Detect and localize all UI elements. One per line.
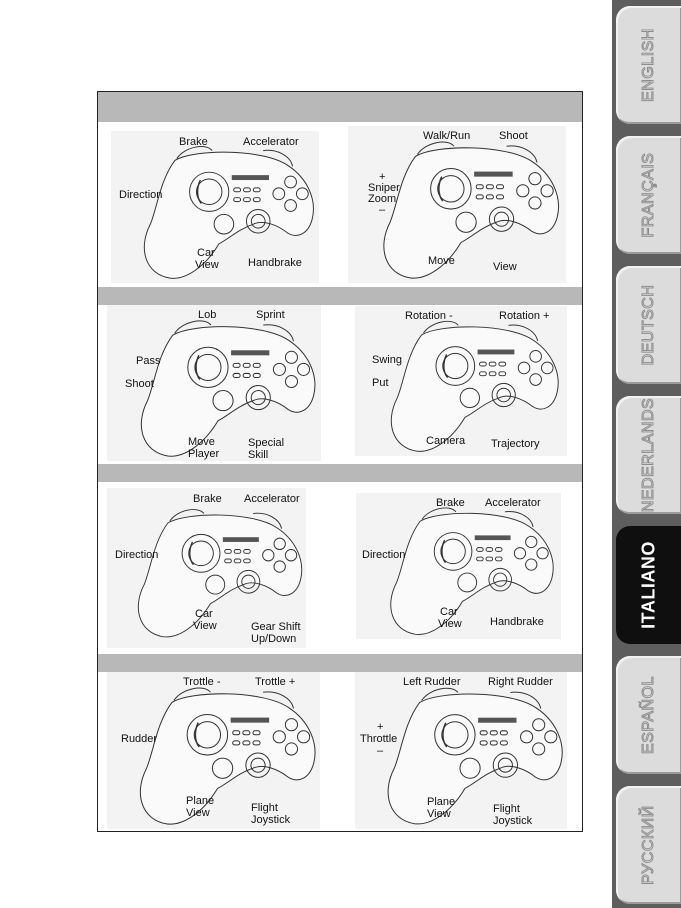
brand-strip (223, 537, 259, 542)
label-lob: Lob (198, 309, 217, 321)
tab-label: ITALIANO (638, 541, 658, 629)
controller-diagram-golf (355, 306, 567, 456)
label-accelerator: Accelerator (243, 136, 299, 148)
label-car: Car (197, 247, 215, 259)
label-view: View (438, 618, 462, 630)
label-special: Special (248, 437, 285, 449)
label-plus: + (377, 721, 384, 733)
label-left-rudder: Left Rudder (403, 676, 461, 688)
tab-italiano[interactable] (616, 526, 681, 644)
tab-deutsch[interactable] (616, 266, 681, 384)
brand-strip (231, 718, 269, 723)
label-accelerator: Accelerator (485, 497, 541, 509)
label-sniper: Sniper (368, 182, 400, 194)
tab-russkiy[interactable] (616, 786, 681, 904)
controller-diagram-driving (111, 131, 319, 283)
label-view: View (186, 807, 210, 819)
label-joystick: Joystick (493, 815, 533, 827)
label-throttle: Throttle (360, 733, 398, 745)
gamepad-drawing (138, 510, 301, 637)
gamepad-drawing (388, 688, 562, 824)
tab-espanol[interactable] (616, 656, 681, 774)
label-move: Move (188, 436, 215, 448)
label-joystick: Joystick (251, 814, 291, 826)
tab-label: ENGLISH (639, 28, 657, 102)
tab-francais[interactable] (616, 136, 681, 254)
label-plane: Plane (427, 796, 456, 808)
gamepad-drawing (141, 321, 315, 456)
label-car: Car (440, 606, 458, 618)
label-direction: Direction (362, 549, 406, 561)
label-view: View (427, 808, 451, 820)
label-view: View (193, 620, 217, 632)
tab-label: FRANÇAIS (639, 152, 657, 238)
label-trottle-minus: Trottle - (183, 676, 221, 688)
label-handbrake: Handbrake (248, 257, 302, 269)
label-flight: Flight (251, 802, 278, 814)
section-header-band (98, 92, 582, 122)
label-plus: + (379, 171, 386, 183)
label-car: Car (195, 608, 213, 620)
label-right-rudder: Right Rudder (488, 676, 553, 688)
label-direction: Direction (115, 549, 159, 561)
controller-diagram-racing-alt (356, 493, 561, 639)
label-camera: Camera (426, 435, 466, 447)
brand-strip (231, 350, 269, 355)
brand-strip (478, 350, 515, 355)
label-direction: Direction (119, 189, 163, 201)
tab-label: РУССКИЙ (639, 805, 657, 885)
label-rotation-plus: Rotation + (499, 310, 550, 322)
gamepad-drawing (391, 321, 558, 451)
label-put: Put (372, 377, 389, 389)
controller-diagram-flight-alt (355, 672, 567, 829)
section-header-band (98, 654, 582, 672)
label-accelerator: Accelerator (244, 493, 300, 505)
label-view: View (493, 261, 517, 273)
tab-nederlands[interactable] (616, 396, 681, 514)
brand-strip (232, 175, 269, 180)
label-player: Player (188, 448, 220, 460)
brand-strip (475, 535, 511, 540)
gamepad-drawing (140, 688, 315, 824)
label-shoot: Shoot (125, 378, 154, 390)
label-brake: Brake (179, 136, 208, 148)
tab-label: DEUTSCH (639, 284, 657, 366)
label-plane: Plane (186, 795, 215, 807)
label-rudder: Rudder (121, 733, 158, 745)
section-header-band (98, 464, 582, 482)
tab-english[interactable] (616, 6, 681, 124)
label-up-down: Up/Down (251, 633, 297, 645)
label-brake: Brake (193, 493, 222, 505)
brand-strip (478, 718, 516, 723)
controller-diagram-racing (107, 488, 306, 648)
label-minus: – (377, 745, 384, 757)
section-header-band (98, 287, 582, 305)
tab-label: NEDERLANDS (639, 397, 657, 513)
label-skill: Skill (248, 449, 269, 461)
label-pass: Pass (136, 355, 161, 367)
label-rotation-minus: Rotation - (405, 310, 453, 322)
controller-diagram-flight (107, 672, 320, 829)
label-handbrake: Handbrake (490, 616, 544, 628)
label-zoom: Zoom (368, 193, 397, 205)
brand-strip (474, 172, 512, 177)
label-brake: Brake (436, 497, 465, 509)
label-flight: Flight (493, 803, 520, 815)
controller-diagram-football (107, 305, 321, 461)
label-shoot: Shoot (499, 130, 528, 142)
label-walk-run: Walk/Run (423, 130, 471, 142)
label-move: Move (428, 255, 455, 267)
tab-label: ESPAÑOL (639, 676, 657, 754)
gamepad-drawing (384, 142, 559, 278)
label-trottle-plus: Trottle + (255, 676, 296, 688)
label-swing: Swing (372, 354, 402, 366)
label-sprint: Sprint (256, 309, 285, 321)
controller-diagram-shooter (348, 126, 566, 283)
label-minus: – (379, 204, 386, 216)
label-view: View (195, 259, 219, 271)
label-trajectory: Trajectory (491, 438, 540, 450)
label-gear-shift: Gear Shift (251, 621, 301, 633)
